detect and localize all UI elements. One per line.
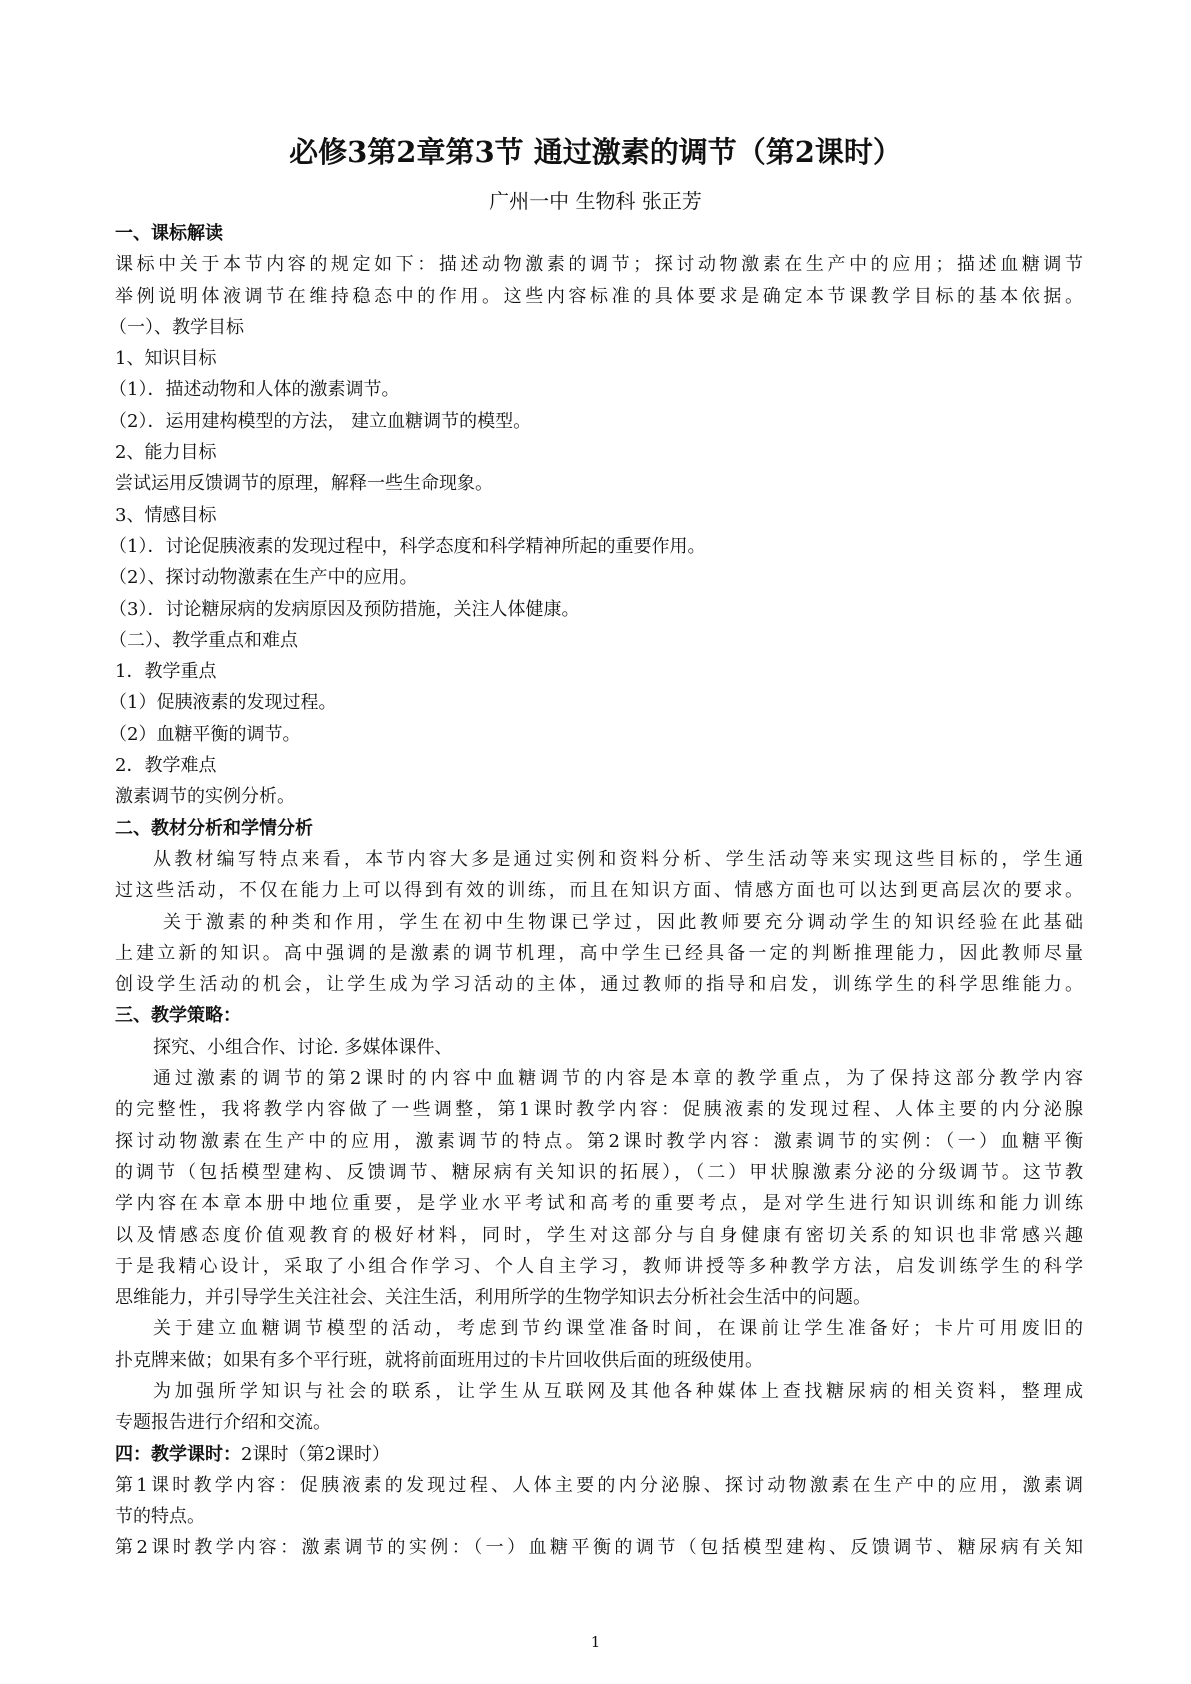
text-line: （2）．运用建构模型的方法， 建立血糖调节的模型。 [109,410,532,432]
text-line: （一）、教学目标 [109,316,244,338]
text-line: 从教材编写特点来看，本节内容大多是通过实例和资料分析、学生活动等来实现这些目标的，学生通 [153,848,1083,870]
text-line: 第1课时教学内容：促胰液素的发现过程、人体主要的内分泌腺、探讨动物激素在生产中的应用，激素调 [115,1474,1083,1496]
text-line: 尝试运用反馈调节的原理，解释一些生命现象。 [115,473,493,495]
text-line: 1．教学重点 [115,661,217,683]
text-line [115,1439,1083,1470]
text-line: 2．教学难点 [115,755,217,777]
text-line: 2、能力目标 [115,442,217,464]
section-heading: 一、课标解读 [115,223,223,244]
section-heading: 四：教学课时： [115,1443,241,1465]
text-line: 的完整性，我将教学内容做了一些调整，第1课时教学内容：促胰液素的发现过程、人体主要的内分泌腺 [115,1099,1083,1121]
text-line: （1）．讨论促胰液素的发现过程中，科学态度和科学精神所起的重要作用。 [109,535,706,557]
document-author: 广州一中 生物科 张正芳 [489,189,702,213]
text-line: 探讨动物激素在生产中的应用，激素调节的特点。第2课时教学内容：激素调节的实例：（一）血糖平衡 [115,1130,1083,1152]
text-line: 上建立新的知识。高中强调的是激素的调节机理，高中学生已经具备一定的判断推理能力，因此教师尽量 [115,942,1083,964]
text-line: （1）促胰液素的发现过程。 [109,692,337,714]
text-line: 第2课时教学内容：激素调节的实例：（一）血糖平衡的调节（包括模型建构、反馈调节、糖尿病有关知 [115,1537,1083,1559]
text-line: 课标中关于本节内容的规定如下：描述动物激素的调节；探讨动物激素在生产中的应用；描述血糖调节 [115,254,1083,276]
text-line: 以及情感态度价值观教育的极好材料，同时，学生对这部分与自身健康有密切关系的知识也非常感兴趣 [115,1224,1083,1246]
document-body [109,218,1083,1564]
text-line: 于是我精心设计，采取了小组合作学习、个人自主学习，教师讲授等多种教学方法，启发训练学生的科学 [115,1255,1083,1277]
text-line: 举例说明体液调节在维持稳态中的作用。这些内容标准的具体要求是确定本节课教学目标的基本依据。 [115,285,1083,307]
text-line: 激素调节的实例分析。 [115,786,295,808]
text-line: （3）．讨论糖尿病的发病原因及预防措施，关注人体健康。 [109,598,580,620]
section-heading-value: 2课时（第2课时） [241,1443,390,1465]
text-line: （二）、教学重点和难点 [109,629,298,651]
section-heading: 二、教材分析和学情分析 [115,817,313,839]
text-line: （2）血糖平衡的调节。 [109,723,301,745]
text-line: 专题报告进行介绍和交流。 [115,1412,331,1434]
text-line: 扑克牌来做；如果有多个平行班，就将前面班用过的卡片回收供后面的班级使用。 [115,1349,763,1371]
text-line: 通过激素的调节的第2课时的内容中血糖调节的内容是本章的教学重点，为了保持这部分教学内容 [153,1068,1083,1090]
text-line: 探究、小组合作、讨论. 多媒体课件、 [153,1036,453,1058]
text-line: 关于激素的种类和作用，学生在初中生物课已学过，因此教师要充分调动学生的知识经验在此基础 [163,911,1083,933]
section-heading: 三、教学策略： [115,1005,241,1027]
page-number: 1 [590,1633,601,1651]
document-title: 必修3第2章第3节 通过激素的调节（第2课时） [289,135,902,169]
text-line: 关于建立血糖调节模型的活动，考虑到节约课堂准备时间，在课前让学生准备好；卡片可用废旧的 [153,1318,1083,1340]
text-line: 节的特点。 [115,1506,205,1528]
text-line: 过这些活动，不仅在能力上可以得到有效的训练，而且在知识方面、情感方面也可以达到更高层次的要求。 [115,880,1083,902]
text-line: （1）．描述动物和人体的激素调节。 [109,379,400,401]
text-line: 创设学生活动的机会，让学生成为学习活动的主体，通过教师的指导和启发，训练学生的科学思维能力。 [115,974,1083,996]
text-line: 3、情感目标 [115,504,217,526]
text-line: （2）、探讨动物激素在生产中的应用。 [109,567,418,589]
text-line: 学内容在本章本册中地位重要，是学业水平考试和高考的重要考点，是对学生进行知识训练和能力训练 [115,1193,1083,1215]
text-line: 的调节（包括模型建构、反馈调节、糖尿病有关知识的拓展），（二）甲状腺激素分泌的分级调节。这节教 [115,1161,1083,1183]
text-line: 1、知识目标 [115,348,217,370]
text-line: 思维能力，并引导学生关注社会、关注生活，利用所学的生物学知识去分析社会生活中的问题。 [115,1287,871,1309]
text-line: 为加强所学知识与社会的联系，让学生从互联网及其他各种媒体上查找糖尿病的相关资料，整理成 [153,1380,1083,1402]
